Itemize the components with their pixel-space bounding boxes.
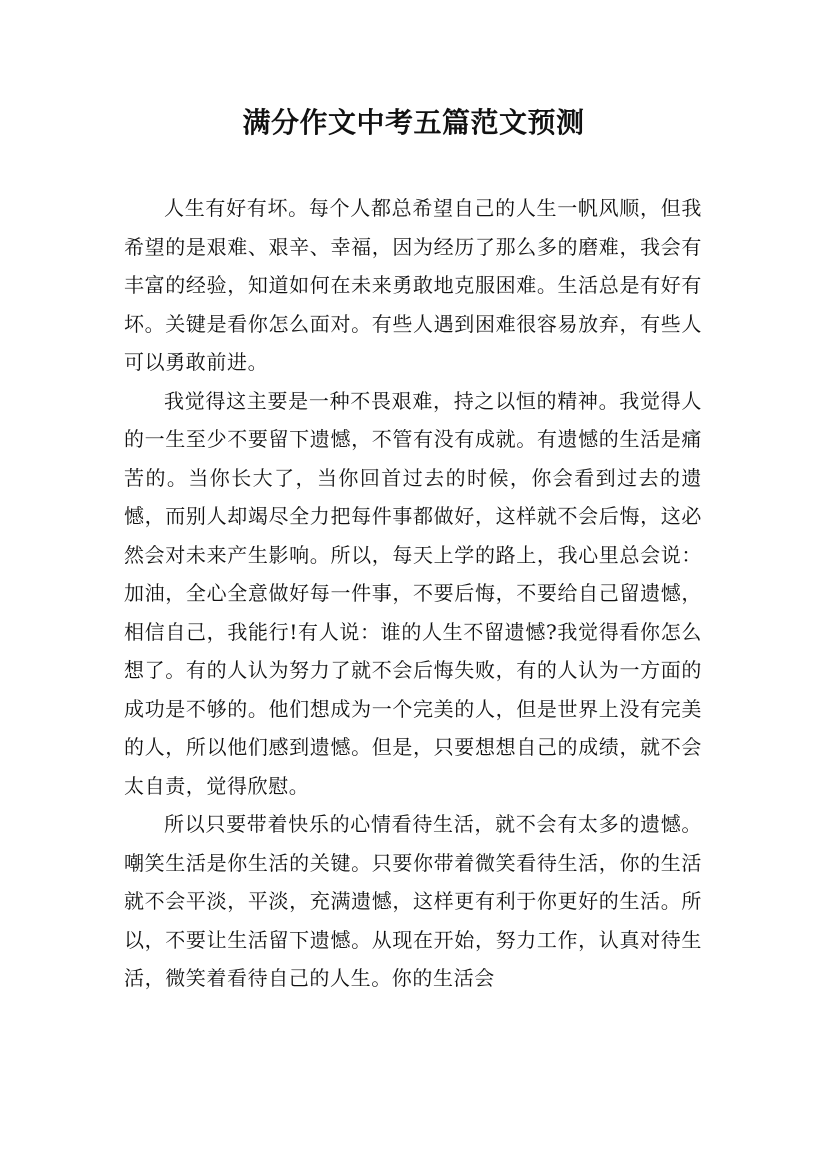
document-body <box>124 189 702 998</box>
document-title: 满分作文中考五篇范文预测 <box>242 106 585 139</box>
paragraph-2: 我觉得这主要是一种不畏艰难，持之以恒的精神。我觉得人的一生至少不要留下遗憾，不管有没有成就。有遗憾的生活是痛苦的。当你长大了，当你回首过去的时候，你会看到过去的遗憾，而别人却竭尽全力把每件事都做好，这样就不会后悔，这必然会对未来产生影响。所以，每天上学的路上，我心里总会说：加油，全心全意做好每一件事，不要后悔，不要给自己留遗憾，相信自己，我能行!有人说：谁的人生不留遗憾?我觉得看你怎么想了。有的人认为努力了就不会后悔失败，有的人认为一方面的成功是不够的。他们想成为一个完美的人，但是世界上没有完美的人，所以他们感到遗憾。但是，只要想想自己的成绩，就不会太自责，觉得欣慰。 <box>124 388 702 798</box>
paragraph-3: 所以只要带着快乐的心情看待生活，就不会有太多的遗憾。嘲笑生活是你生活的关键。只要你带着微笑看待生活，你的生活就不会平淡，平淡，充满遗憾，这样更有利于你更好的生活。所以，不要让生活留下遗憾。从现在开始，努力工作，认真对待生活，微笑着看待自己的人生。你的生活会 <box>124 812 702 990</box>
paragraph-1: 人生有好有坏。每个人都总希望自己的人生一帆风顺，但我希望的是艰难、艰辛、幸福，因为经历了那么多的磨难，我会有丰富的经验，知道如何在未来勇敢地克服困难。生活总是有好有坏。关键是看你怎么面对。有些人遇到困难很容易放弃，有些人可以勇敢前进。 <box>124 196 702 374</box>
